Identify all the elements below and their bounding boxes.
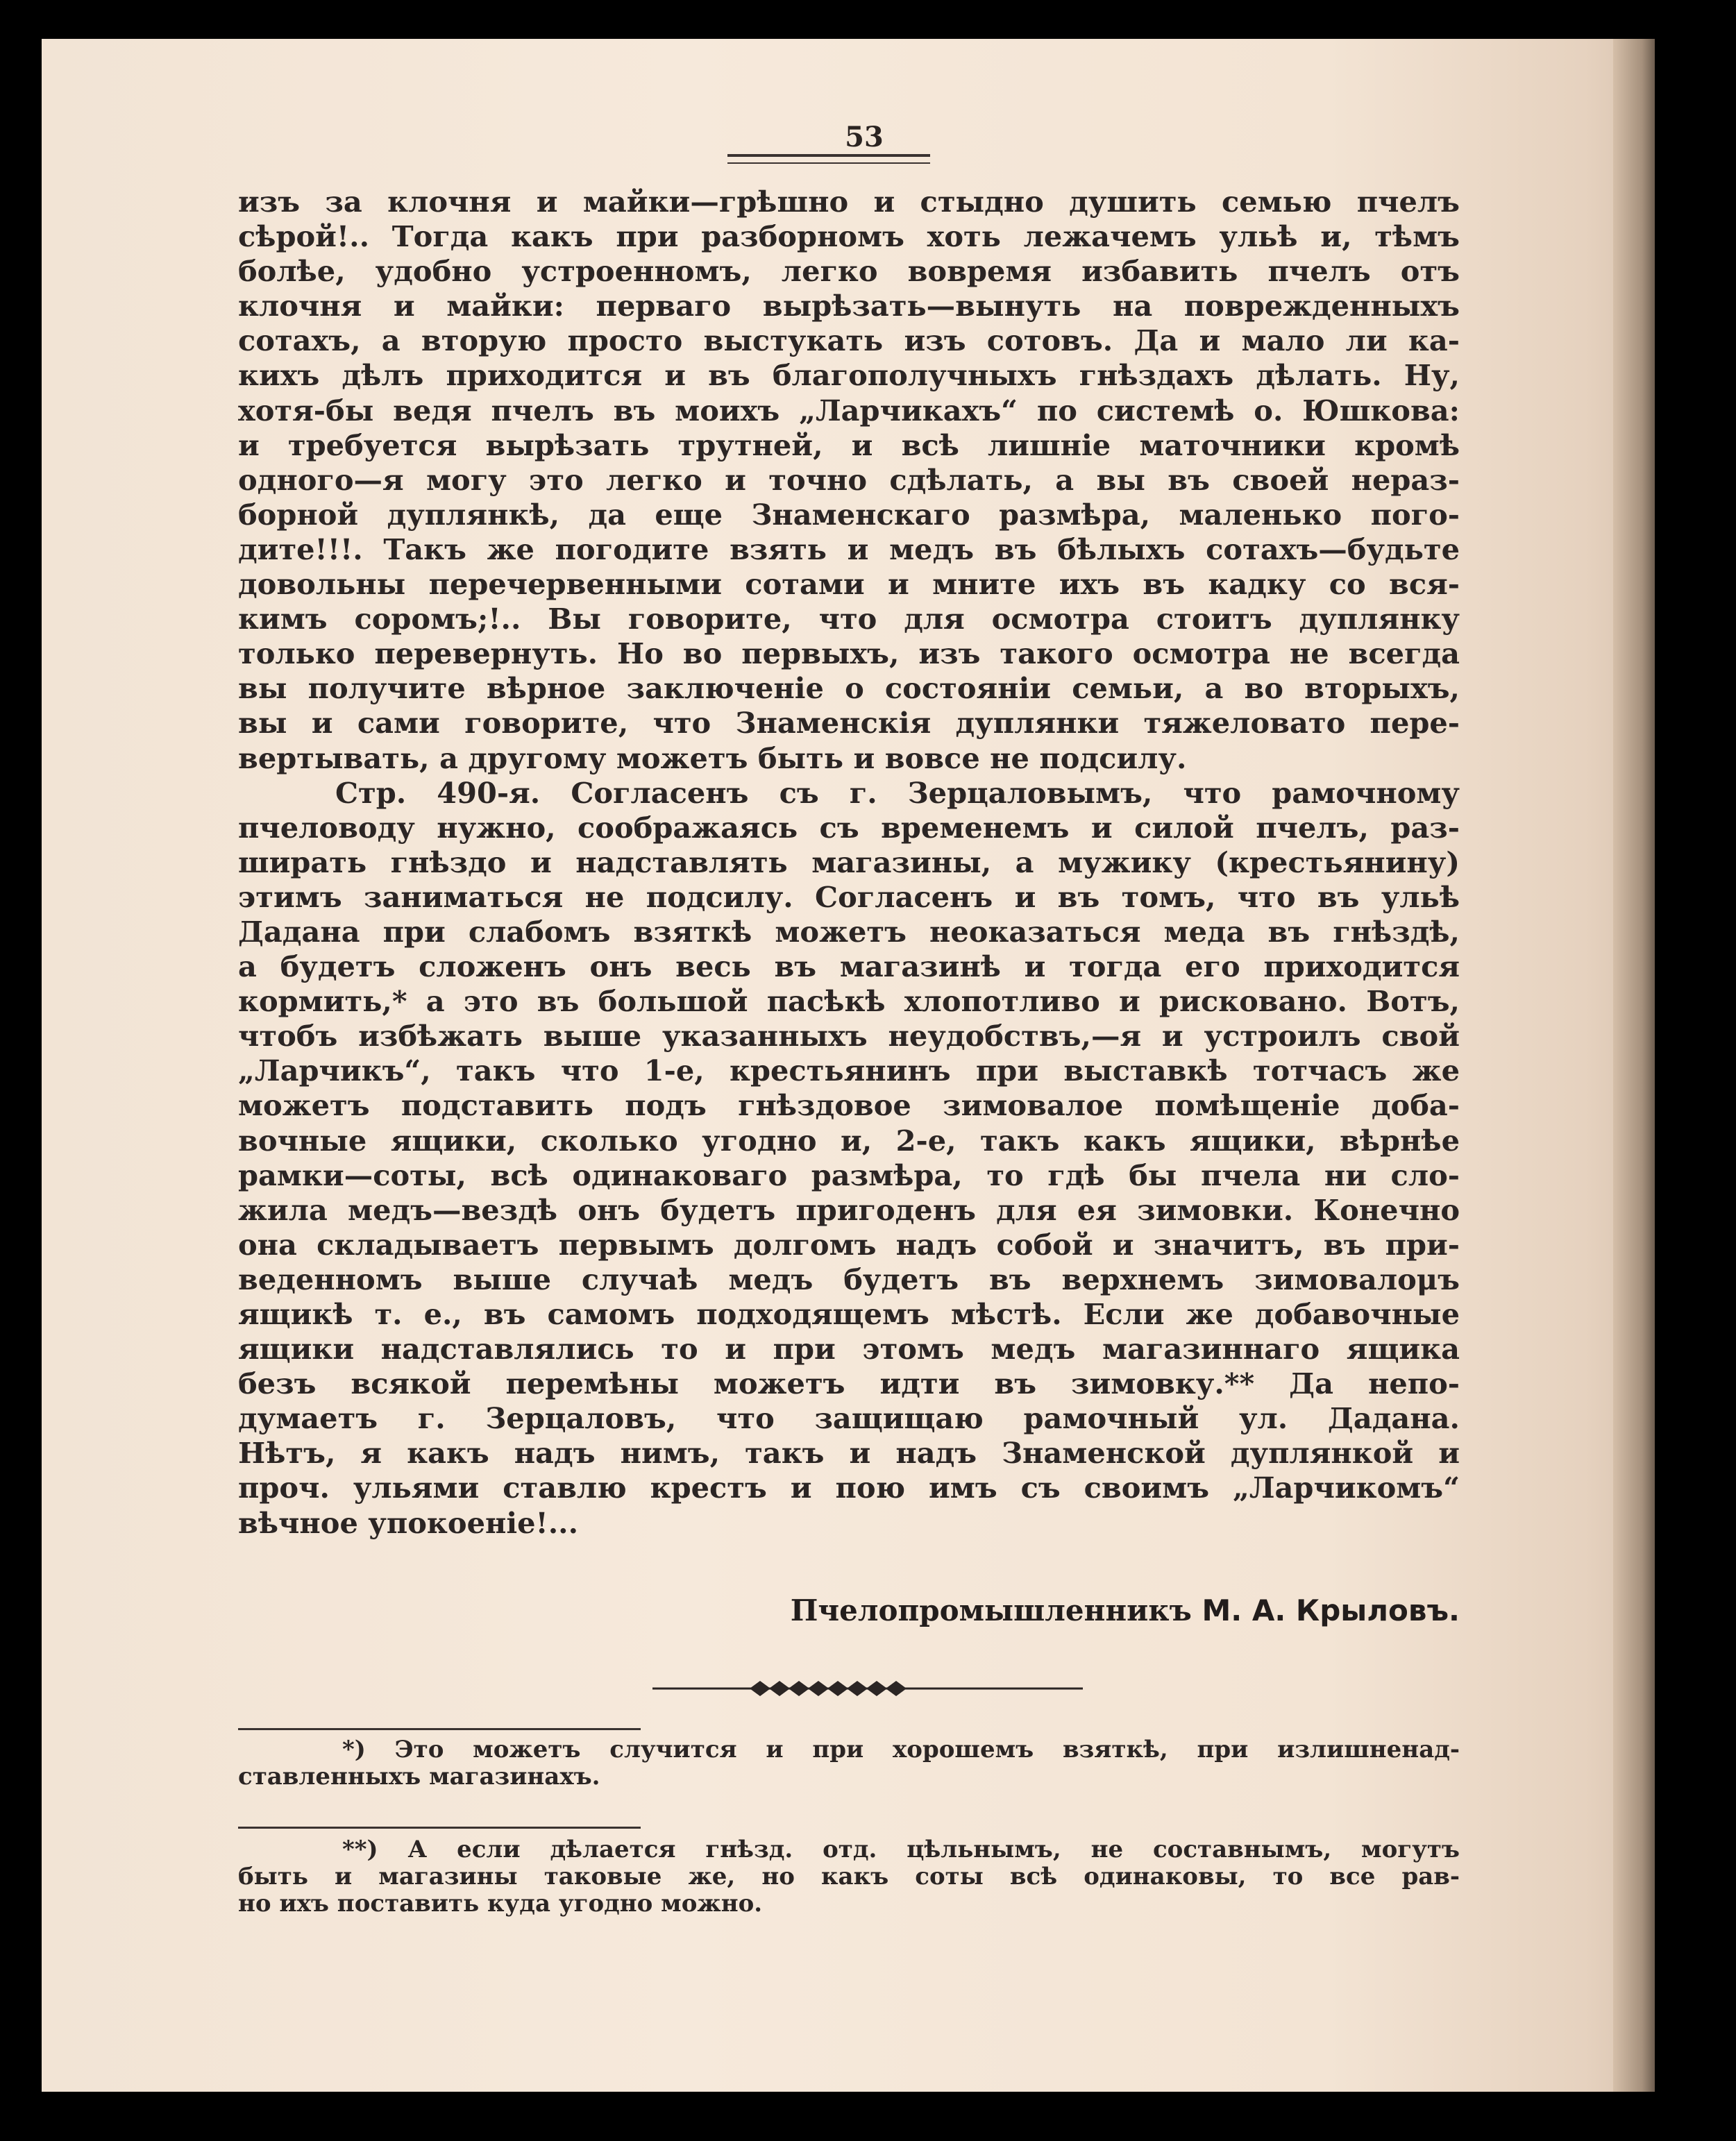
text-line: одного—я могу это легко и точно сдѣлать, а вы въ своей нераз- (238, 462, 1460, 497)
paragraph-1 (238, 185, 1460, 776)
text-line: рамки—соты, всѣ одинаковаго размѣра, то гдѣ бы пчела ни сло- (238, 1158, 1460, 1192)
text-line: болѣе, удобно устроенномъ, легко вовремя избавить пчелъ отъ (238, 254, 1460, 289)
article-body (238, 185, 1460, 1541)
text-line: ящики надставлялись то и при этомъ медъ магазиннаго ящика (238, 1332, 1460, 1366)
text-line: безъ всякой перемѣны можетъ идти въ зимовку.** Да непо- (238, 1366, 1460, 1401)
text-line: вы получите вѣрное заключеніе о состояніи семьи, а во вторыхъ, (238, 671, 1460, 706)
footnote-2 (238, 1836, 1460, 1918)
text-line: можетъ подставить подъ гнѣздовое зимовалое помѣщеніе доба- (238, 1088, 1460, 1123)
text-line: „Ларчикъ“, такъ что 1-е, крестьянинъ при выставкѣ тотчасъ же (238, 1053, 1460, 1088)
book-page (42, 39, 1649, 2092)
text-line: веденномъ выше случаѣ медъ будетъ въ верхнемъ зимовалομъ (238, 1262, 1460, 1296)
page-number: 53 (845, 121, 884, 153)
text-line: проч. ульями ставлю крестъ и пою имъ съ своимъ „Ларчикомъ“ (238, 1471, 1460, 1505)
text-line: сотахъ, а вторую просто выстукать изъ сотовъ. Да и мало ли ка- (238, 323, 1460, 358)
signature-title: Пчелопромышленникъ (790, 1593, 1192, 1627)
text-line: клочня и майки: перваго вырѣзать—вынуть на поврежденныхъ (238, 289, 1460, 323)
text-line: изъ за клочня и майки—грѣшно и стыдно душить семью пчелъ (238, 185, 1460, 219)
book-spine-shadow (1613, 39, 1655, 2092)
text-line: жила медъ—вездѣ онъ будетъ пригоденъ для ея зимовки. Конечно (238, 1192, 1460, 1227)
paragraph-2 (238, 776, 1460, 1541)
text-line: чтобъ избѣжать выше указанныхъ неудобствъ,—я и устроилъ свой (238, 1019, 1460, 1053)
text-line: вочные ящики, сколько угодно и, 2-е, такъ какъ ящики, вѣрнѣе (238, 1123, 1460, 1158)
text-line: думаетъ г. Зерцаловъ, что защищаю рамочный ул. Дадана. (238, 1401, 1460, 1436)
text-line: только перевернуть. Но во первыхъ, изъ такого осмотра не всегда (238, 636, 1460, 671)
footnote-line: ставленныхъ магазинахъ. (238, 1763, 600, 1791)
footnote-1 (238, 1736, 1460, 1791)
ornament-divider (652, 1678, 1083, 1699)
footnote-line: *) Это можетъ случится и при хорошемъ взяткѣ, при излишненад- (342, 1736, 1460, 1763)
text-line: сѣрой!.. Тогда какъ при разборномъ хоть лежачемъ ульѣ и, тѣмъ (238, 219, 1460, 254)
text-line: кормить,* а это въ большой пасѣкѣ хлопотливо и рисковано. Вотъ, (238, 984, 1460, 1019)
author-signature (238, 1593, 1460, 1627)
text-line: вѣчное упокоеніе!... (238, 1505, 579, 1540)
text-line: Дадана при слабомъ взяткѣ можетъ неоказаться меда въ гнѣздѣ, (238, 914, 1460, 949)
text-line: хотя-бы ведя пчелъ въ моихъ „Ларчикахъ“ по системѣ о. Юшкова: (238, 393, 1460, 428)
text-line: этимъ заниматься не подсилу. Согласенъ и въ томъ, что въ ульѣ (238, 879, 1460, 914)
text-line: кимъ соромъ;!.. Вы говорите, что для осмотра стоитъ дуплянку (238, 602, 1460, 636)
text-line: борной дуплянкѣ, да еще Знаменскаго размѣра, маленько пого- (238, 497, 1460, 532)
text-line: вертывать, а другому можетъ быть и вовсе не подсилу. (238, 741, 1187, 775)
text-line: ящикѣ т. е., въ самомъ подходящемъ мѣстѣ. Если же добавочные (238, 1297, 1460, 1331)
header-double-rule (727, 154, 930, 164)
footnote-line: быть и магазины таковые же, но какъ соты всѣ одинаковы, то все рав- (238, 1863, 1460, 1890)
text-line: и требуется вырѣзать трутней, и всѣ лишніе маточники кромѣ (238, 428, 1460, 462)
text-line: кихъ дѣлъ приходится и въ благополучныхъ гнѣздахъ дѣлать. Ну, (238, 358, 1460, 393)
text-line: вы и сами говорите, что Знаменскія дуплянки тяжеловато пере- (238, 706, 1460, 741)
text-line: Стр. 490-я. Согласенъ съ г. Зерцаловымъ, что рамочному (335, 775, 1460, 810)
text-line: а будетъ сложенъ онъ весь въ магазинѣ и тогда его приходится (238, 949, 1460, 984)
text-line: ширать гнѣздо и надставлять магазины, а мужику (крестьянину) (238, 845, 1460, 879)
text-line: Нѣтъ, я какъ надъ нимъ, такъ и надъ Знаменской дуплянкой и (238, 1436, 1460, 1471)
footnote-rule (238, 1827, 641, 1829)
text-line: довольны перечервенными сотами и мните ихъ въ кадку со вся- (238, 567, 1460, 602)
text-line: дите!!!. Такъ же погодите взять и медъ въ бѣлыхъ сотахъ—будьте (238, 532, 1460, 566)
footnote-line: **) А если дѣлается гнѣзд. отд. цѣльнымъ, не составнымъ, могутъ (342, 1836, 1460, 1863)
footnote-line: но ихъ поставить куда угодно можно. (238, 1890, 763, 1918)
signature-name: М. А. Крыловъ. (1202, 1593, 1460, 1627)
text-line: пчеловоду нужно, соображаясь съ временемъ и силой пчелъ, раз- (238, 810, 1460, 845)
text-line: она складываетъ первымъ долгомъ надъ собой и значитъ, въ при- (238, 1227, 1460, 1262)
footnote-rule (238, 1728, 641, 1730)
